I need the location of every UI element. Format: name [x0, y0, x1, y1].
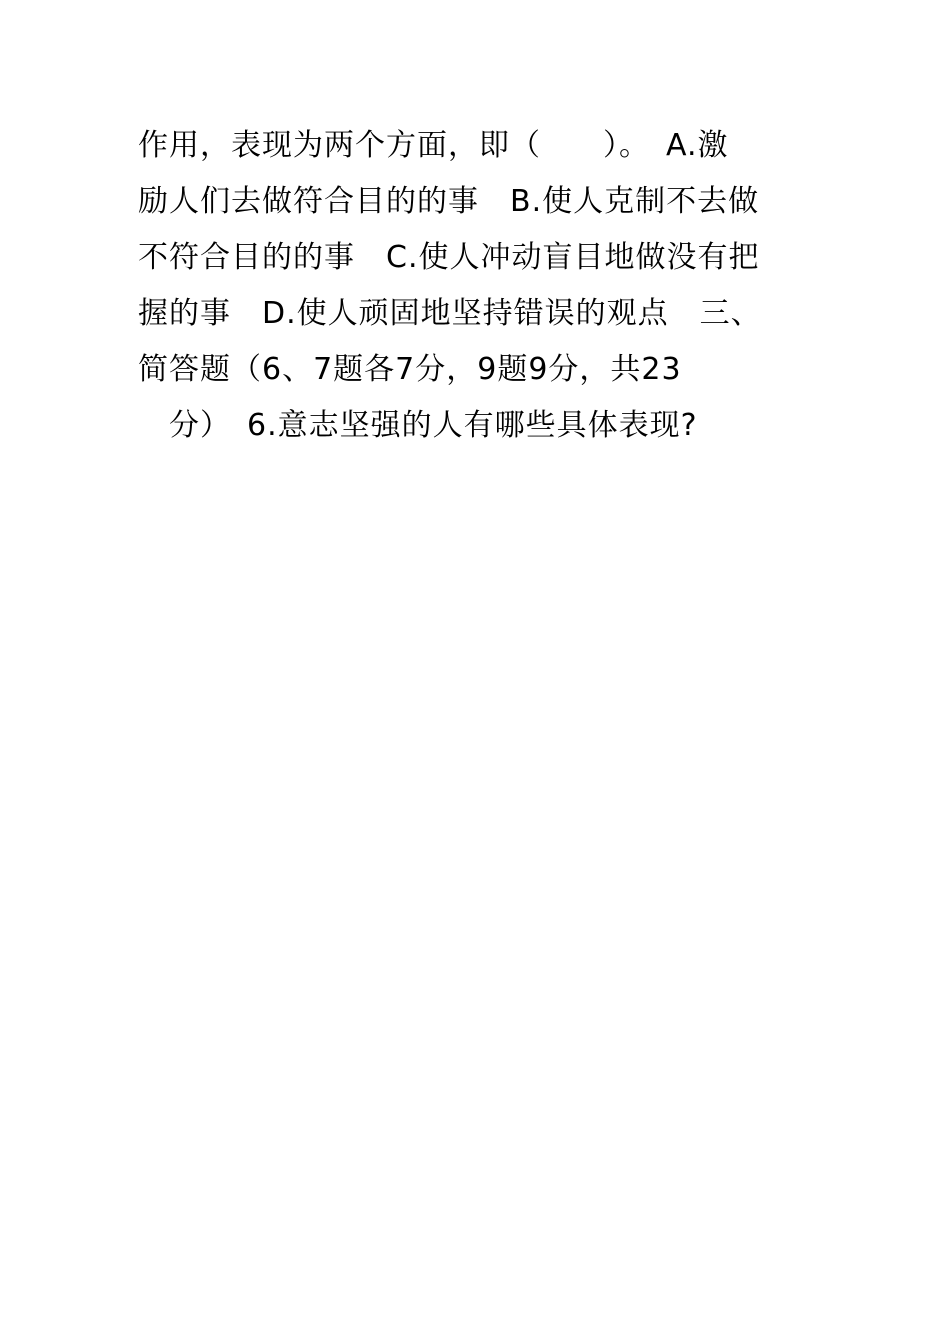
question-text-line: 分） 6.意志坚强的人有哪些具体表现?	[138, 408, 698, 443]
question-text-line	[142, 577, 842, 603]
question-text-line	[142, 1188, 842, 1214]
question-text-line: 励人们去做符合目的的事 B.使人克制不去做	[138, 184, 760, 219]
question-text-line	[142, 522, 842, 548]
question-text-line	[142, 1021, 842, 1047]
question-text-line: 简答题（6、7题各7分，9题9分，共23	[138, 352, 682, 387]
question-text-line: 作用，表现为两个方面，即（ ）。 A.激	[138, 128, 729, 163]
question-text-line	[142, 966, 842, 992]
question-text-line	[142, 744, 842, 770]
question-text-line	[142, 1132, 842, 1158]
question-text-line: 握的事 D.使人顽固地坚持错误的观点 三、	[138, 296, 762, 331]
question-text-line	[142, 799, 842, 825]
question-text-line	[142, 1077, 842, 1103]
question-text-line: 不符合目的的事 C.使人冲动盲目地做没有把	[138, 240, 760, 275]
question-text-line	[142, 688, 842, 714]
question-text-line	[142, 633, 842, 659]
question-text-line	[142, 466, 842, 492]
question-text-line	[142, 910, 842, 936]
question-text-line	[142, 855, 842, 881]
